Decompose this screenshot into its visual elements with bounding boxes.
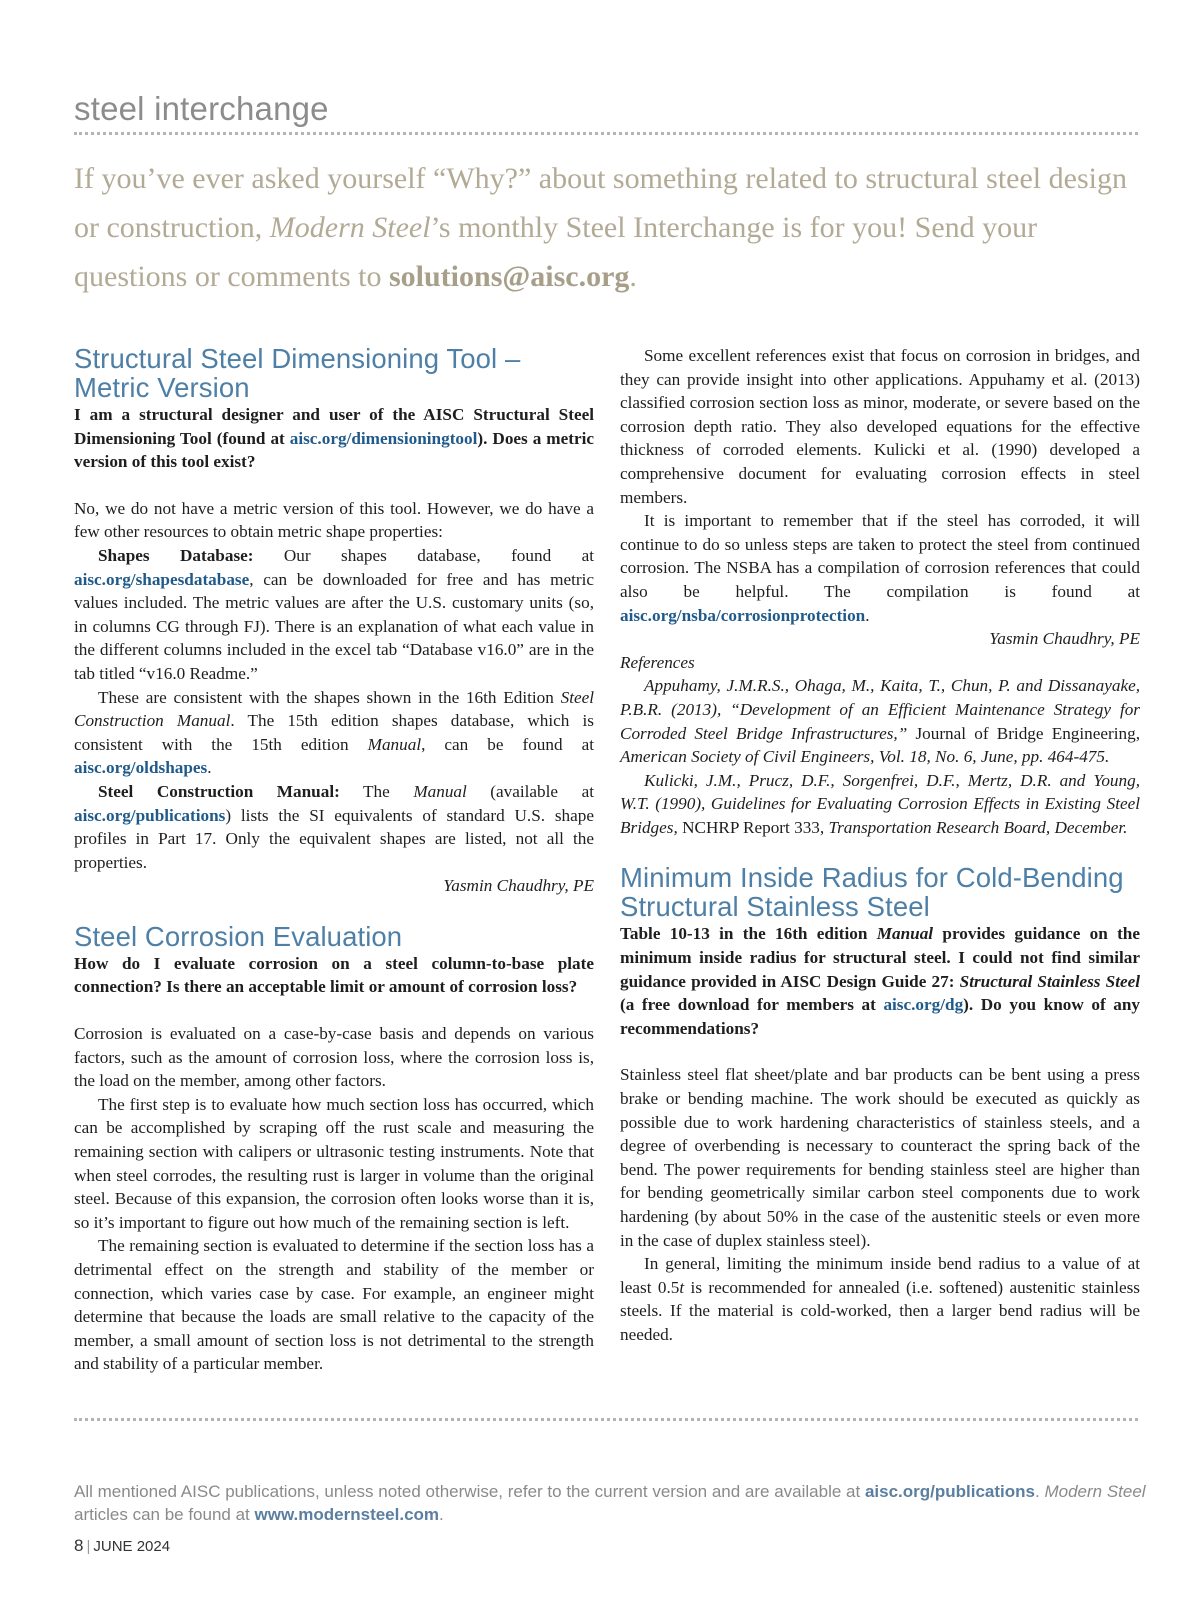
question-italic: Manual — [876, 924, 934, 944]
question-text: ). Does a metric version of this tool exist? — [74, 428, 594, 472]
footer-note — [74, 1480, 1154, 1526]
folio-separator: | — [86, 1538, 91, 1555]
footer-text: All mentioned AISC publications, unless noted otherwise, refer to the current version and are available at — [74, 1482, 865, 1501]
reference-text: Journal of Bridge Engineering, — [907, 723, 1140, 743]
shapes-database-link[interactable]: aisc.org/shapesdatabase — [74, 569, 250, 589]
answer-text: In general, limiting the minimum inside bend radius to a value of at least 0.5 — [620, 1254, 1140, 1297]
intro-magazine-name: Modern Steel — [269, 211, 431, 244]
corrosion-protection-link[interactable]: aisc.org/nsba/corrosionprotection — [620, 605, 866, 625]
answer-italic: Manual — [367, 734, 422, 754]
old-shapes-link[interactable]: aisc.org/oldshapes — [74, 758, 208, 778]
design-guides-link[interactable]: aisc.org/dg — [883, 995, 964, 1015]
author-signature: Yasmin Chaudhry, PE — [443, 876, 594, 896]
answer-text: . — [207, 758, 212, 778]
answer-text: . — [865, 605, 870, 625]
reference-item — [620, 769, 1140, 840]
author-signature: Yasmin Chaudhry, PE — [989, 629, 1140, 649]
page-number: 8 — [74, 1536, 84, 1555]
right-column — [620, 344, 1140, 1347]
answer-italic: Steel Construction Manual — [74, 687, 594, 731]
reference-text: Appuhamy, J.M.R.S., Ohaga, M., Kaita, T., Chun, P. and Dissanayake, P.B.R. (2013), “Development of an Efficient Maintenance Strategy for Corroded Steel Bridge Infrastructures,” — [620, 676, 1140, 743]
answer-paragraph — [74, 544, 594, 686]
answer-text: ) lists the SI equivalents of standard U.S. shape profiles in Part 17. Only the equivalent shapes are listed, not all the properties. — [74, 805, 594, 872]
question-italic: Structural Stainless Steel — [959, 971, 1141, 991]
answer-text: , can be found at — [421, 734, 594, 754]
question-text: provides guidance on the minimum inside radius for structural steel. I could not find similar guidance provided in AISC Design Guide 27: — [620, 924, 1140, 991]
section-title-stainless-bending: Minimum Inside Radius for Cold-Bending Structural Stainless Steel — [620, 862, 1124, 923]
answer-paragraph: The remaining section is evaluated to determine if the section loss has a detrimental effect on the strength and stability of the member or connection, which varies case by case. For example, an engineer might determine that because the loads are small relative to the capacity of the member, a small amount of section loss is not detrimental to the strength and stability of a particular member. — [74, 1236, 594, 1374]
section-gap — [620, 839, 1140, 863]
question-corrosion: How do I evaluate corrosion on a steel column-to-base plate connection? Is there an acceptable limit or amount of corrosion loss? — [74, 953, 594, 997]
dimensioning-tool-link[interactable]: aisc.org/dimensioningtool — [289, 428, 478, 448]
answer-text: , can be downloaded for free and has metric values included. The metric values are after the U.S. customary units (so, in columns CG through FJ). There is an explanation of what each value in the different columns included in the excel tab “Database v16.0” are in the tab titled “v16.0 Readme.” — [74, 569, 594, 683]
contact-email-link[interactable]: solutions@aisc.org — [388, 260, 630, 293]
question-stainless-bending — [620, 922, 1140, 1040]
section-title-dimensioning-tool: Structural Steel Dimensioning Tool – Metric Version — [74, 343, 521, 403]
answer-text: These are consistent with the shapes shown in the 16th Edition — [98, 687, 561, 707]
reference-text: NCHRP Report 333, — [677, 817, 829, 837]
question-dimensioning-tool — [74, 403, 594, 474]
question-text: (a free download for members at — [620, 995, 884, 1015]
references-heading: References — [620, 652, 695, 672]
intro-part: . — [629, 260, 637, 293]
answer-paragraph: Corrosion is evaluated on a case-by-case basis and depends on various factors, such as the amount of corrosion loss, where the corrosion loss is, the load on the member, among other factors. — [74, 1024, 594, 1091]
reference-item — [620, 674, 1140, 768]
answer-paragraph — [74, 780, 594, 874]
answer-text: It is important to remember that if the steel has corroded, it will continue to do so unless steps are taken to protect the steel from continued corrosion. The NSBA has a compilation of corrosion references that could also be helpful. The compilation is found at — [620, 511, 1140, 601]
answer-paragraph — [620, 1252, 1140, 1346]
answer-paragraph: The first step is to evaluate how much section loss has occurred, which can be accomplished by scraping off the rust scale and measuring the remaining section with calipers or ultrasonic testing instruments. Note that when steel corrodes, the resulting rust is larger in volume than the original steel. Because of this expansion, the corrosion often looks worse than it is, so it’s important to figure out how much of the remaining section is left. — [74, 1094, 594, 1232]
answer-lead: Shapes Database: — [98, 545, 254, 565]
modern-steel-website-link[interactable]: www.modernsteel.com — [254, 1505, 440, 1524]
answer-paragraph — [620, 509, 1140, 627]
answer-italic: Manual — [413, 781, 467, 801]
answer-text: The — [339, 781, 414, 801]
answer-text: is recommended for annealed (i.e. softened) austenitic stainless steels. If the material is cold-worked, then a larger bend radius will be needed. — [620, 1277, 1140, 1344]
publications-link[interactable]: aisc.org/publications — [74, 805, 226, 825]
question-text: I am a structural designer and user of the AISC Structural Steel Dimensioning Tool (found at — [74, 405, 594, 448]
left-column — [74, 344, 594, 1376]
issue-date: JUNE 2024 — [93, 1538, 171, 1555]
dotted-rule-top — [74, 132, 1138, 135]
question-text: ). Do you know of any recommendations? — [620, 995, 1141, 1038]
answer-paragraph: Stainless steel flat sheet/plate and bar products can be bent using a press brake or bending machine. The work should be executed as quickly as possible due to work hardening characteristics of stainless steels, and a degree of overbending is necessary to counteract the spring back of the bend. The power requirements for bending stainless steel are higher than for bending geometrically similar carbon steel components due to work hardening (by about 50% in the case of the austenitic steels or even more in the case of duplex stainless steel). — [620, 1065, 1140, 1250]
folio — [74, 1536, 170, 1556]
section-title-corrosion: Steel Corrosion Evaluation — [74, 920, 403, 952]
answer-lead: Steel Construction Manual: — [98, 781, 340, 801]
footer-text: articles can be found at — [74, 1505, 255, 1524]
reference-text: Kulicki, J.M., Prucz, D.F., Sorgenfrei, D.F., Mertz, D.R. and Young, W.T. (1990), Guidelines for Evaluating Corrosion Effects in Existing Steel Bridges, — [620, 770, 1140, 837]
answer-paragraph — [74, 686, 594, 780]
answer-paragraph: No, we do not have a metric version of this tool. However, we do have a few other resources to obtain metric shape properties: — [74, 498, 594, 542]
column-kicker: steel interchange — [74, 90, 329, 127]
footer-text: . — [439, 1505, 444, 1524]
footer-text: . — [1035, 1482, 1045, 1501]
answer-text: . The 15th edition shapes database, which is consistent with the 15th edition — [74, 711, 594, 754]
answer-text: (available at — [466, 781, 594, 801]
intro-part: If you’ve ever asked yourself “Why?” about something related to structural steel design or construction, — [74, 162, 1127, 244]
question-text: Table 10-13 in the 16th edition — [620, 924, 877, 944]
intro-text — [74, 154, 1144, 301]
reference-text: Transportation Research Board, December. — [828, 817, 1128, 837]
footer-publications-link[interactable]: aisc.org/publications — [864, 1482, 1035, 1501]
dotted-rule-bottom — [74, 1418, 1138, 1421]
answer-italic: t — [679, 1277, 685, 1297]
answer-text: Our shapes database, found at — [253, 545, 594, 565]
reference-text: American Society of Civil Engineers, Vol. 18, No. 6, June, pp. 464-475. — [620, 747, 1110, 767]
answer-paragraph: Some excellent references exist that focus on corrosion in bridges, and they can provide insight into other applications. Appuhamy et al. (2013) classified corrosion section loss as minor, moderate, or severe based on the corrosion depth ratio. They also developed equations for the effective thickness of corroded elements. Kulicki et al. (1990) developed a comprehensive document for evaluating corrosion effects in steel members. — [620, 346, 1140, 507]
footer-italic: Modern Steel — [1044, 1482, 1146, 1501]
intro-part: ’s monthly Steel Interchange is for you! Send your questions or comments to — [74, 211, 1038, 293]
section-gap — [74, 898, 594, 922]
